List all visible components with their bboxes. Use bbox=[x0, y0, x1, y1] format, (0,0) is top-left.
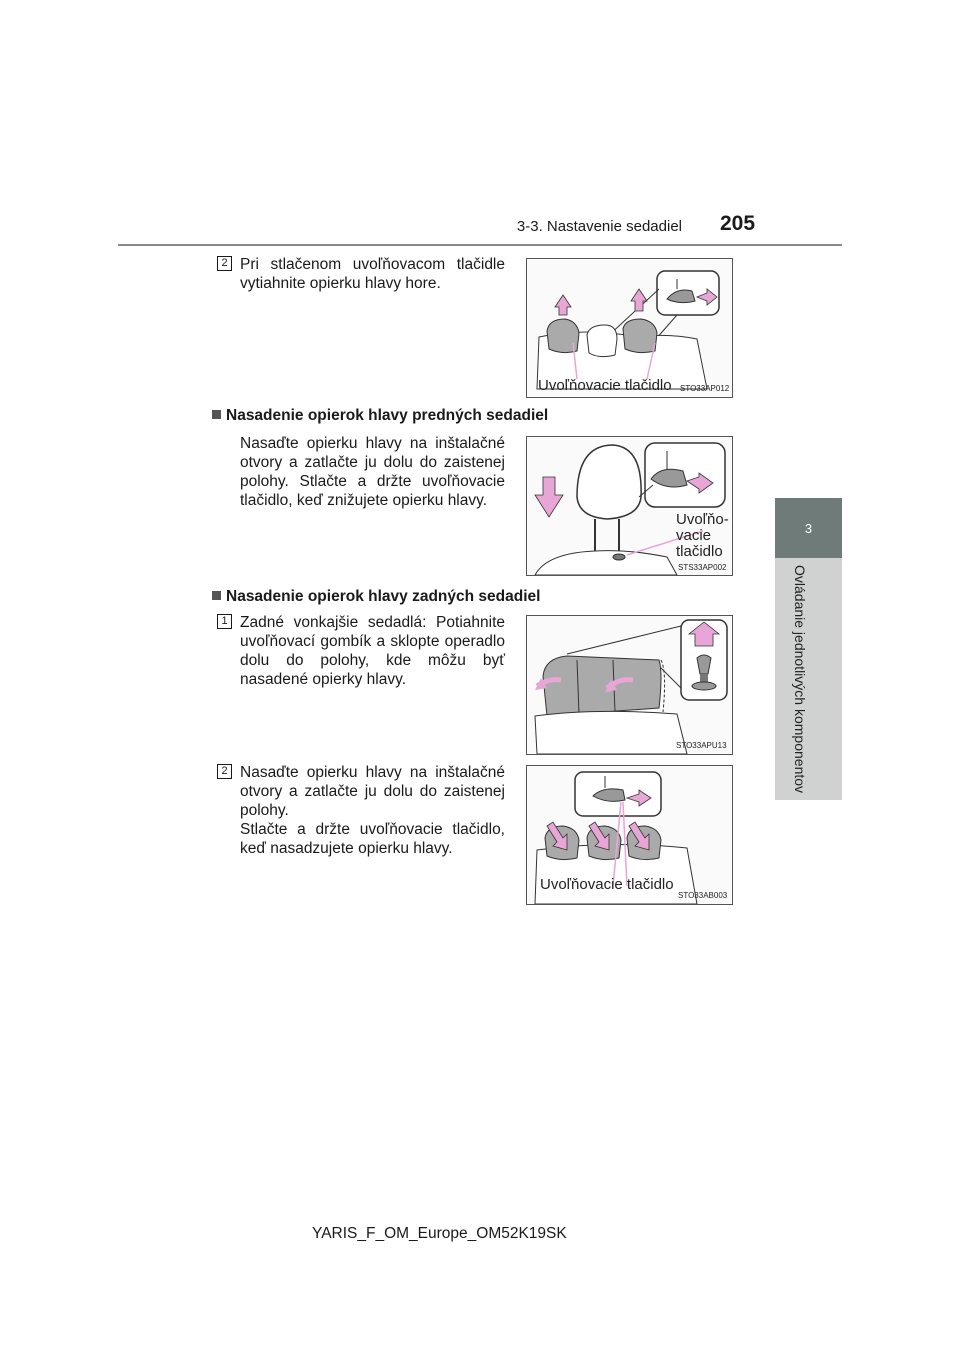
step-text: Pri stlačenom uvoľňovacom tlačidle vytiahnite opierku hlavy hore. bbox=[240, 256, 505, 292]
figure-code: STO33APU13 bbox=[676, 741, 727, 750]
figure-callout bbox=[676, 512, 729, 560]
figure-code: STO33AB003 bbox=[678, 891, 728, 900]
section-text: Nasaďte opierku hlavy na inštalačné otvory a zatlačte ju dolu do zaistenej polohy. Stlačte a držte uvoľňovacie tlačidlo, keď znižujete opierku hlavy. bbox=[240, 435, 505, 509]
chapter-label: Ovládanie jednotlivých komponentov bbox=[792, 565, 808, 794]
figure-callout-line: vacie bbox=[676, 527, 712, 544]
figure-code: STS33AP002 bbox=[678, 563, 727, 572]
chapter-tab-strip bbox=[775, 558, 842, 800]
step-number: 2 bbox=[217, 764, 232, 779]
figure-callout: Uvoľňovacie tlačidlo bbox=[540, 876, 674, 893]
header-divider bbox=[118, 244, 842, 246]
seat-illustration bbox=[527, 616, 732, 754]
section-bullet bbox=[212, 591, 221, 600]
section-heading-text: Nasadenie opierok hlavy zadných sedadiel bbox=[226, 588, 541, 605]
figure-rear-seat-fold bbox=[526, 615, 733, 755]
figure-callout-line: tlačidlo bbox=[676, 543, 723, 560]
step-text-line: Stlačte a držte uvoľňovacie tlačidlo, keď nasadzujete opierku hlavy. bbox=[240, 821, 505, 857]
step-text: Zadné vonkajšie sedadlá: Potiahnite uvoľňovací gombík a sklopte operadlo dolu do polohy, kde môžu byť nasadené opierky hlavy. bbox=[240, 614, 505, 688]
section-heading bbox=[212, 407, 548, 425]
figure-code: STO33AP012 bbox=[680, 384, 730, 393]
chapter-number: 3 bbox=[804, 520, 813, 536]
step-text-line: Nasaďte opierku hlavy na inštalačné otvory a zatlačte ju dolu do zaistenej polohy. bbox=[240, 764, 505, 819]
document-footer: YARIS_F_OM_Europe_OM52K19SK bbox=[312, 1225, 567, 1242]
section-bullet bbox=[212, 410, 221, 419]
figure-callout: Uvoľňovacie tlačidlo bbox=[538, 377, 672, 394]
figure-callout-line: Uvoľňo- bbox=[676, 511, 729, 528]
section-heading-text: Nasadenie opierok hlavy predných sedadiel bbox=[226, 407, 549, 424]
step-number: 2 bbox=[217, 256, 232, 271]
step-text bbox=[240, 763, 505, 858]
section-title: 3-3. Nastavenie sedadiel bbox=[516, 218, 682, 235]
section-heading bbox=[212, 588, 540, 606]
step-number: 1 bbox=[217, 614, 232, 629]
page-number: 205 bbox=[720, 212, 756, 235]
